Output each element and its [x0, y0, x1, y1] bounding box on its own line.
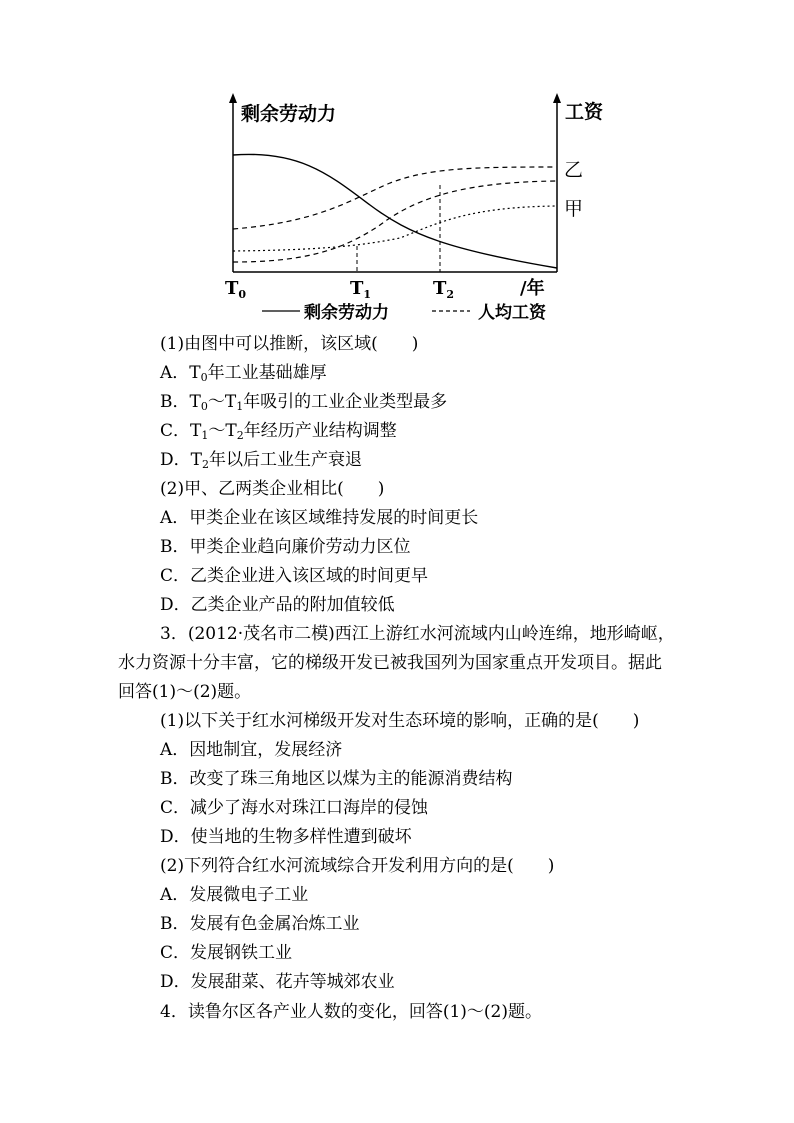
wage-curve-yi — [233, 167, 557, 229]
q3-stem: 3．(2012·茂名市二模)西江上游红水河流域内山岭连绵，地形崎岖，水力资源十分丰富，它的梯级开发已被我国列为国家重点开发项目。据此回答(1)～(2)题。 — [118, 624, 675, 702]
q2-sub1-option-a: A．$T_0$年工业基础雄厚 — [160, 363, 327, 384]
series-label-jia: 甲 — [564, 198, 584, 220]
q3-sub2-stem: (2)下列符合红水河流域综合开发利用方向的是( ) — [160, 856, 555, 876]
left-axis-arrow — [229, 93, 237, 103]
x-tick-t0: $T_0$ — [225, 278, 247, 301]
q2-sub1-option-d: D．$T_2$年以后工业生产衰退 — [160, 450, 362, 471]
q3-sub1-option-a: A．因地制宜，发展经济 — [160, 740, 343, 760]
q4-stem: 4．读鲁尔区各产业人数的变化，回答(1)～(2)题。 — [160, 1002, 542, 1022]
q2-sub1-option-b: B．$T_0\sim T_1$年吸引的工业企业类型最多 — [160, 392, 448, 413]
x-unit: /年 — [520, 278, 545, 299]
q2-sub2-stem: (2)甲、乙两类企业相比( ) — [160, 479, 385, 499]
q3-sub1-option-d: D．使当地的生物多样性遭到破坏 — [160, 827, 412, 847]
right-axis-arrow — [553, 93, 561, 103]
series-label-yi: 乙 — [564, 159, 584, 181]
right-axis-label: 工资 — [565, 101, 604, 123]
q3-sub2-option-a: A．发展微电子工业 — [160, 885, 309, 905]
x-tick-t1: $T_1$ — [350, 278, 372, 301]
wage-curve-jia — [233, 206, 557, 251]
q3-sub2-option-c: C．发展钢铁工业 — [160, 943, 293, 963]
x-tick-t2: $T_2$ — [433, 278, 455, 301]
legend-wage: 人均工资 — [478, 303, 546, 323]
q2-sub2-option-b: B．甲类企业趋向廉价劳动力区位 — [160, 537, 411, 557]
q3-sub1-option-b: B．改变了珠三角地区以煤为主的能源消费结构 — [160, 769, 513, 789]
q2-sub2-option-c: C．乙类企业进入该区域的时间更早 — [160, 566, 429, 586]
q2-sub1-stem: (1)由图中可以推断，该区域( ) — [160, 334, 419, 354]
q3-sub1-stem: (1)以下关于红水河梯级开发对生态环境的影响，正确的是( ) — [160, 711, 640, 731]
q2-sub2-option-a: A．甲类企业在该区域维持发展的时间更长 — [160, 508, 479, 528]
q3-sub1-option-c: C．减少了海水对珠江口海岸的侵蚀 — [160, 798, 429, 818]
q3-sub2-option-b: B．发展有色金属冶炼工业 — [160, 914, 360, 934]
labor-wage-chart — [0, 0, 794, 330]
q3-sub2-option-d: D．发展甜菜、花卉等城郊农业 — [160, 972, 395, 992]
legend-surplus-labor: 剩余劳动力 — [304, 303, 389, 323]
left-axis-label: 剩余劳动力 — [241, 103, 337, 125]
q2-sub1-option-c: C．$T_1\sim T_2$年经历产业结构调整 — [160, 421, 397, 442]
q2-sub2-option-d: D．乙类企业产品的附加值较低 — [160, 595, 395, 615]
surplus-labor-curve — [233, 154, 557, 268]
